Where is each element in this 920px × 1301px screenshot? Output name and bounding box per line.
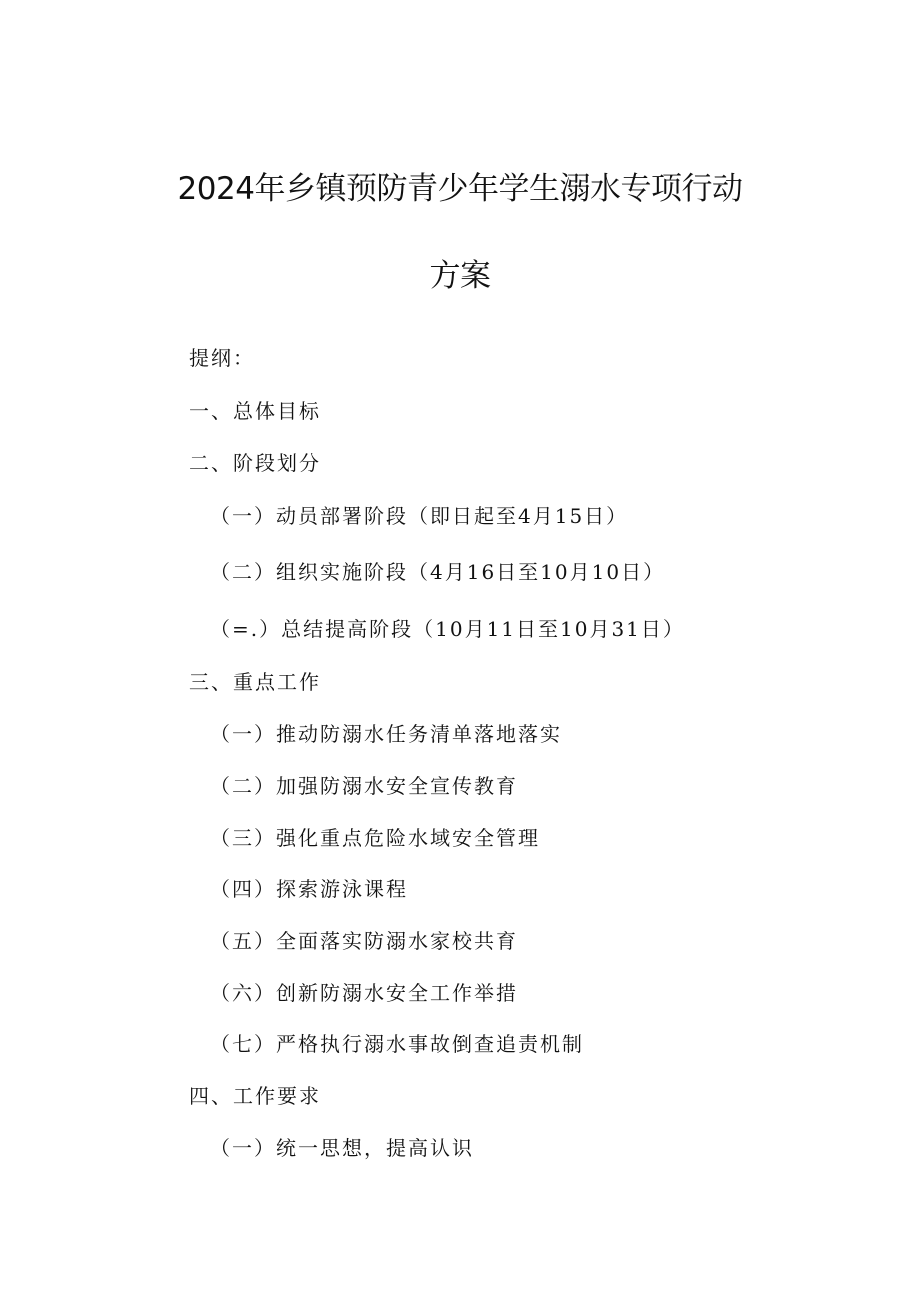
outline-item-2-1: （一）动员部署阶段（即日起至4月15日） xyxy=(210,504,629,528)
outline-heading-1: 一、总体目标 xyxy=(189,399,321,423)
outline-item-3-4: （四）探索游泳课程 xyxy=(210,877,408,901)
outline-item-2-3: （=.）总结提高阶段（10月11日至10月31日） xyxy=(210,617,685,641)
outline-item-4-1: （一）统一思想，提高认识 xyxy=(210,1136,474,1160)
outline-item-3-7: （七）严格执行溺水事故倒查追责机制 xyxy=(210,1032,584,1056)
outline-heading-4: 四、工作要求 xyxy=(189,1084,321,1108)
outline-item-3-1: （一）推动防溺水任务清单落地落实 xyxy=(210,722,562,746)
outline-item-2-2: （二）组织实施阶段（4月16日至10月10日） xyxy=(210,560,666,584)
outline-label: 提纲： xyxy=(189,346,255,370)
outline-item-3-2: （二）加强防溺水安全宣传教育 xyxy=(210,774,518,798)
outline-heading-2: 二、阶段划分 xyxy=(189,451,321,475)
document-title-line-1: 2024年乡镇预防青少年学生溺水专项行动 xyxy=(177,171,743,207)
outline-heading-3: 三、重点工作 xyxy=(189,670,321,694)
outline-item-3-5: （五）全面落实防溺水家校共育 xyxy=(210,929,518,953)
document-title-line-2: 方案 xyxy=(429,258,491,294)
outline-item-3-6: （六）创新防溺水安全工作举措 xyxy=(210,981,518,1005)
outline-item-3-3: （三）强化重点危险水域安全管理 xyxy=(210,826,540,850)
